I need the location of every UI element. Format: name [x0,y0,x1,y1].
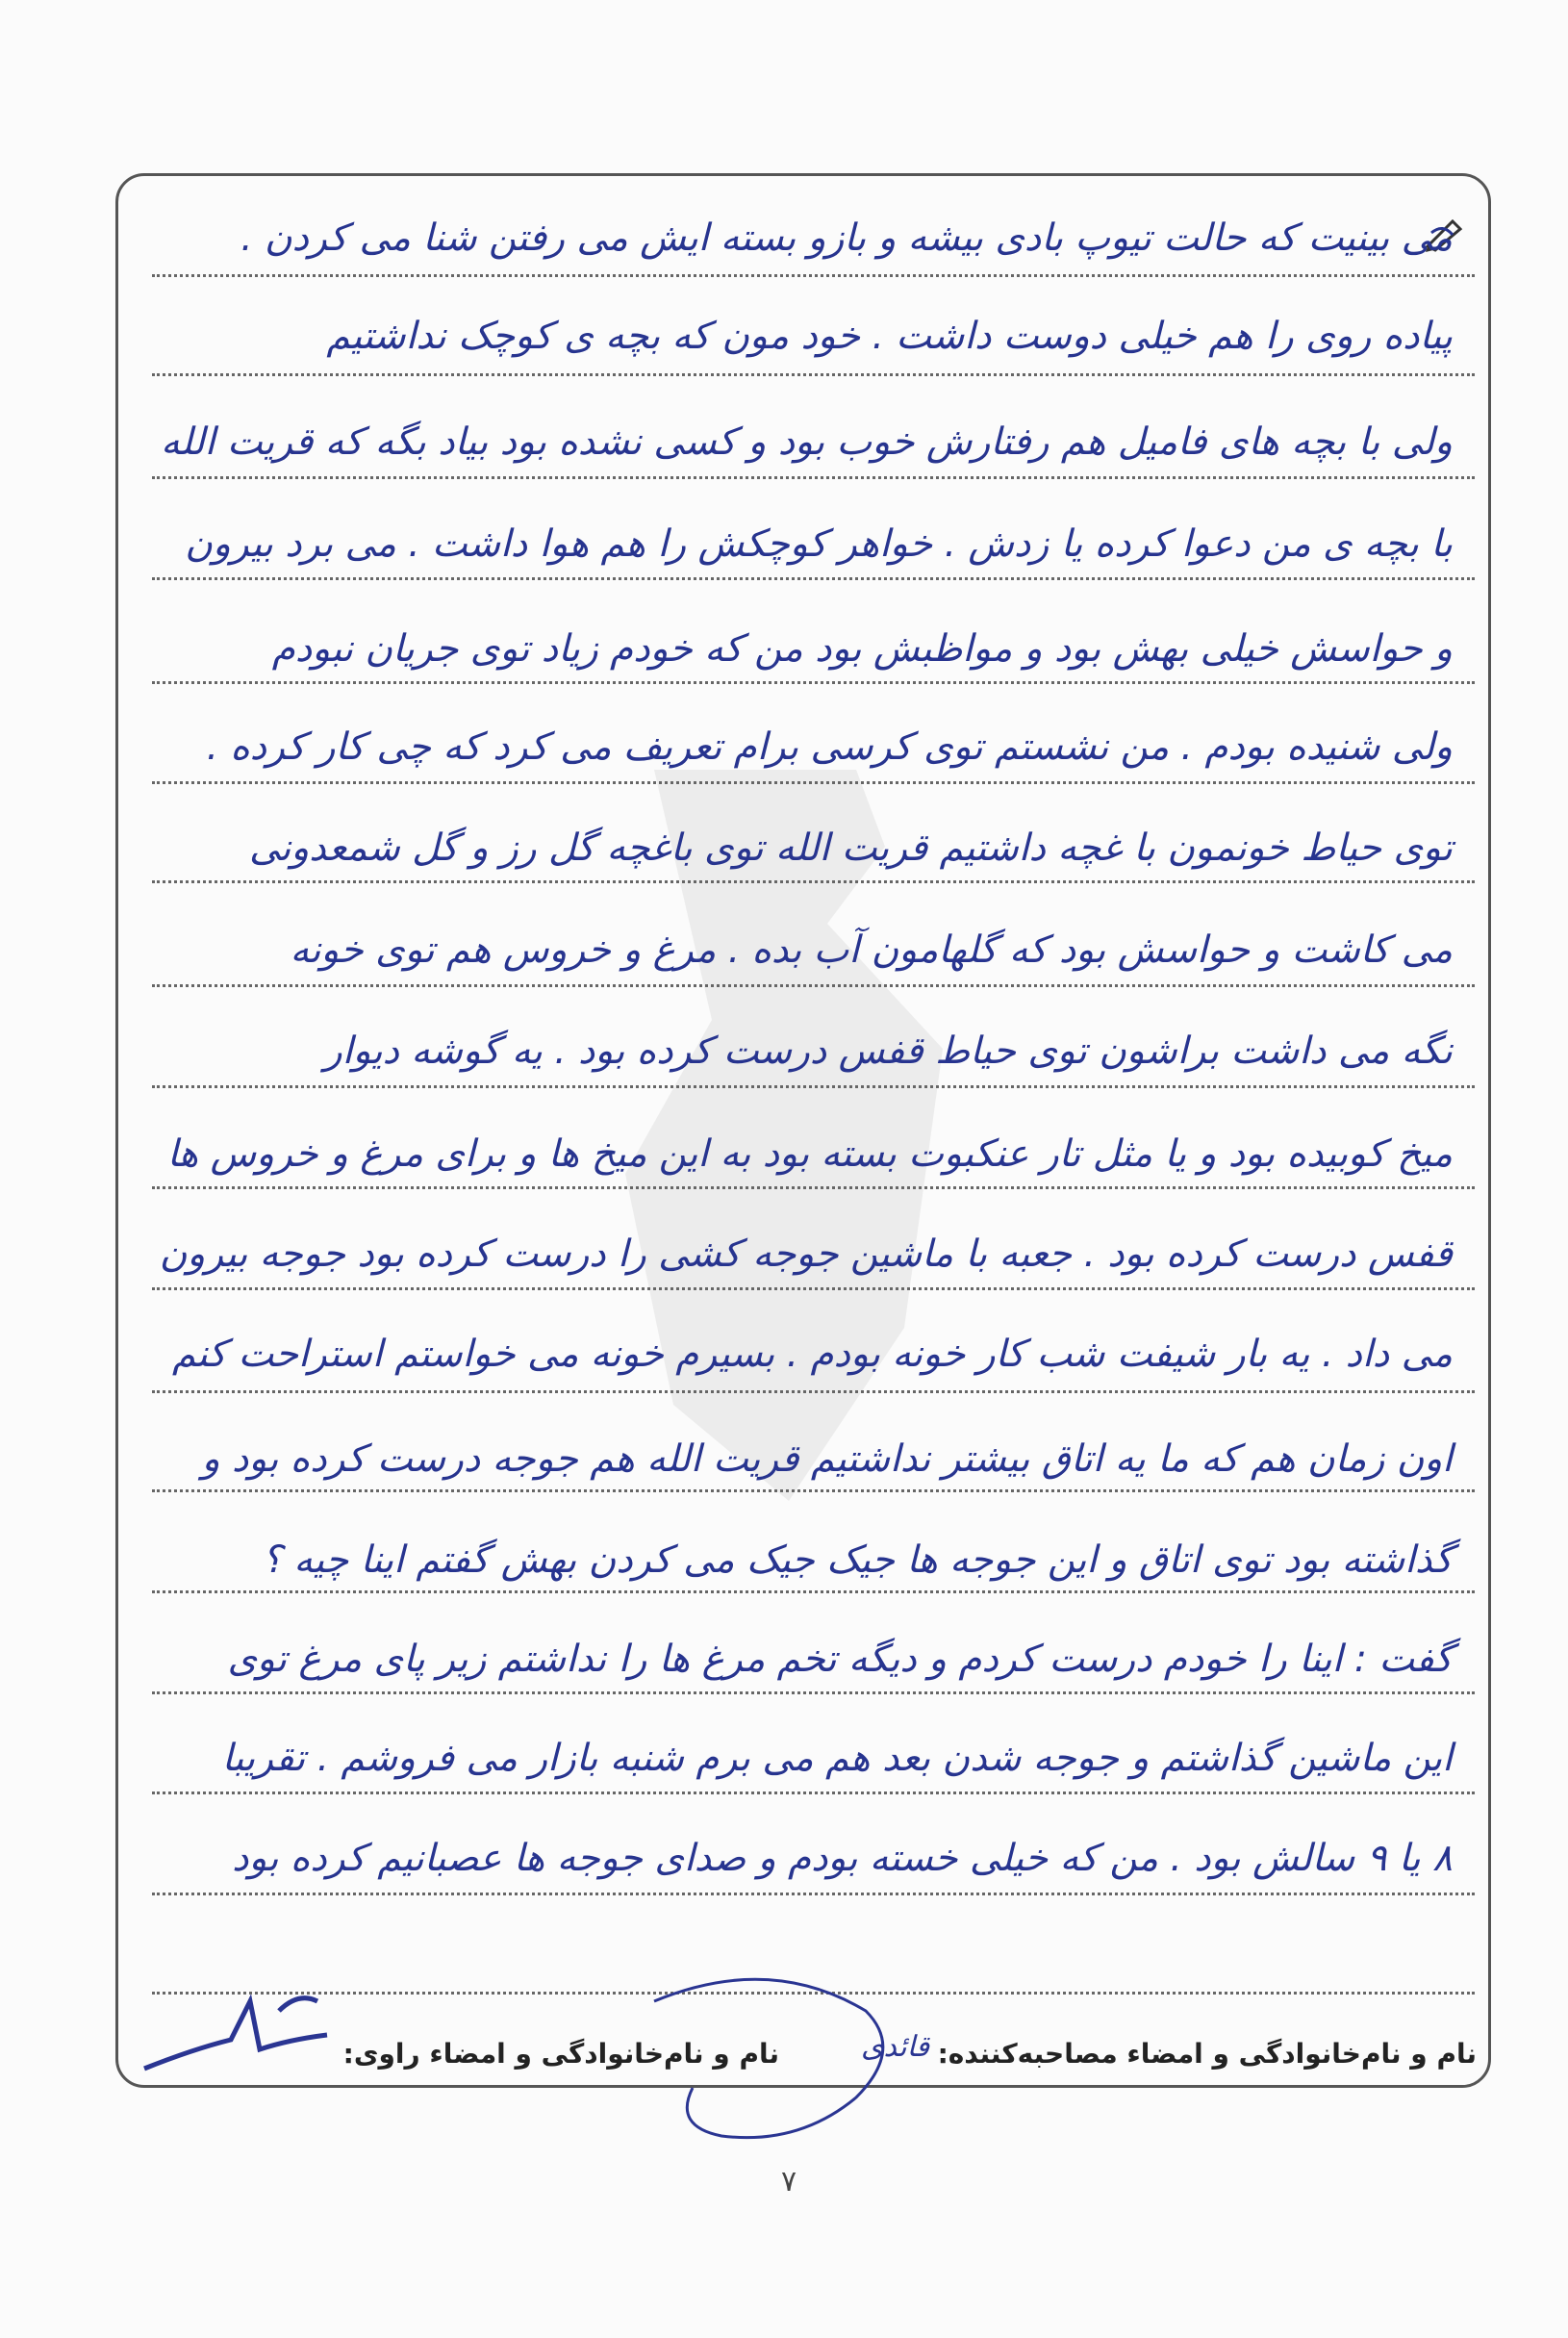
handwritten-line: و حواسش خیلی بهش بود و مواظبش بود من که خودم زیاد توی جریان نبودم [271,627,1453,671]
handwritten-line: نگه می داشت براشون توی حیاط قفس درست کرده بود . یه گوشه دیوار [323,1029,1453,1073]
writing-rule [152,1792,1475,1794]
handwritten-line: می بینیت که حالت تیوپ بادی بیشه و بازو بسته ایش می رفتن شنا می کردن . [240,216,1453,260]
handwritten-line: پیاده روی را هم خیلی دوست داشت . خود مون که بچه ی کوچک نداشتیم [326,315,1453,358]
handwritten-line: ۸ یا ۹ سالش بود . من که خیلی خسته بودم و صدای جوجه ها عصبانیم کرده بود [232,1837,1453,1880]
writing-rule [152,1186,1475,1189]
writing-rule [152,373,1475,376]
handwritten-line: اون زمان هم که ما یه اتاق بیشتر نداشتیم قریت الله هم جوجه درست کرده بود و [201,1437,1453,1481]
handwritten-line: میخ کوبیده بود و یا مثل تار عنکبوت بسته بود به این میخ ها و برای مرغ و خروس ها [166,1132,1453,1176]
writing-rule [152,1893,1475,1895]
narrator-label: نام و نام‌خانوادگی و امضاء راوی: [342,2038,779,2070]
writing-rule [152,1085,1475,1088]
handwritten-line: ولی با بچه های فامیل هم رفتارش خوب بود و کسی نشده بود بیاد بگه که قریت الله [161,420,1453,464]
handwritten-line: می داد . یه بار شیفت شب کار خونه بودم . بسیرم خونه می خواستم استراحت کنم [171,1333,1453,1376]
writing-rule [152,781,1475,784]
page-number: ۷ [780,2165,797,2198]
writing-rule [152,1390,1475,1393]
handwritten-line: توی حیاط خونمون با غچه داشتیم قریت الله توی باغچه گل رز و گل شمعدونی [249,826,1453,870]
handwritten-line: می کاشت و حواسش بود که گلهامون آب بده . مرغ و خروس هم توی خونه [290,928,1453,972]
handwritten-line: قفس درست کرده بود . جعبه با ماشین جوجه کشی را درست کرده بود جوجه بیرون [159,1233,1453,1276]
writing-rule [152,880,1475,883]
handwritten-line: این ماشین گذاشتم و جوجه شدن بعد هم می برم شنبه بازار می فروشم . تقریبا [221,1737,1453,1780]
handwritten-line: گذاشته بود توی اتاق و این جوجه ها جیک جیک می کردن بهش گفتم اینا چیه ؟ [262,1538,1453,1582]
writing-rule [152,476,1475,479]
interviewer-label: نام و نام‌خانوادگی و امضاء مصاحبه‌کننده: [937,2038,1477,2070]
writing-rule [152,1287,1475,1290]
handwritten-line: ولی شنیده بودم . من نشستم توی کرسی برام تعریف می کرد که چی کار کرده . [206,725,1453,769]
writing-rule [152,1489,1475,1492]
interviewer-name: قائدی [861,2030,930,2064]
writing-rule [152,1590,1475,1593]
writing-rule [152,274,1475,277]
writing-rule [152,984,1475,987]
narrator-signature [135,1982,346,2088]
writing-rule [152,681,1475,684]
interviewer-signature [616,1944,923,2155]
handwritten-line: گفت : اینا را خودم درست کردم و دیگه تخم مرغ ها را نداشتم زیر پای مرغ توی [227,1638,1453,1681]
writing-rule [152,1691,1475,1694]
writing-rule [152,577,1475,580]
handwritten-line: با بچه ی من دعوا کرده یا زدش . خواهر کوچکش را هم هوا داشت . می برد بیرون [185,522,1453,566]
